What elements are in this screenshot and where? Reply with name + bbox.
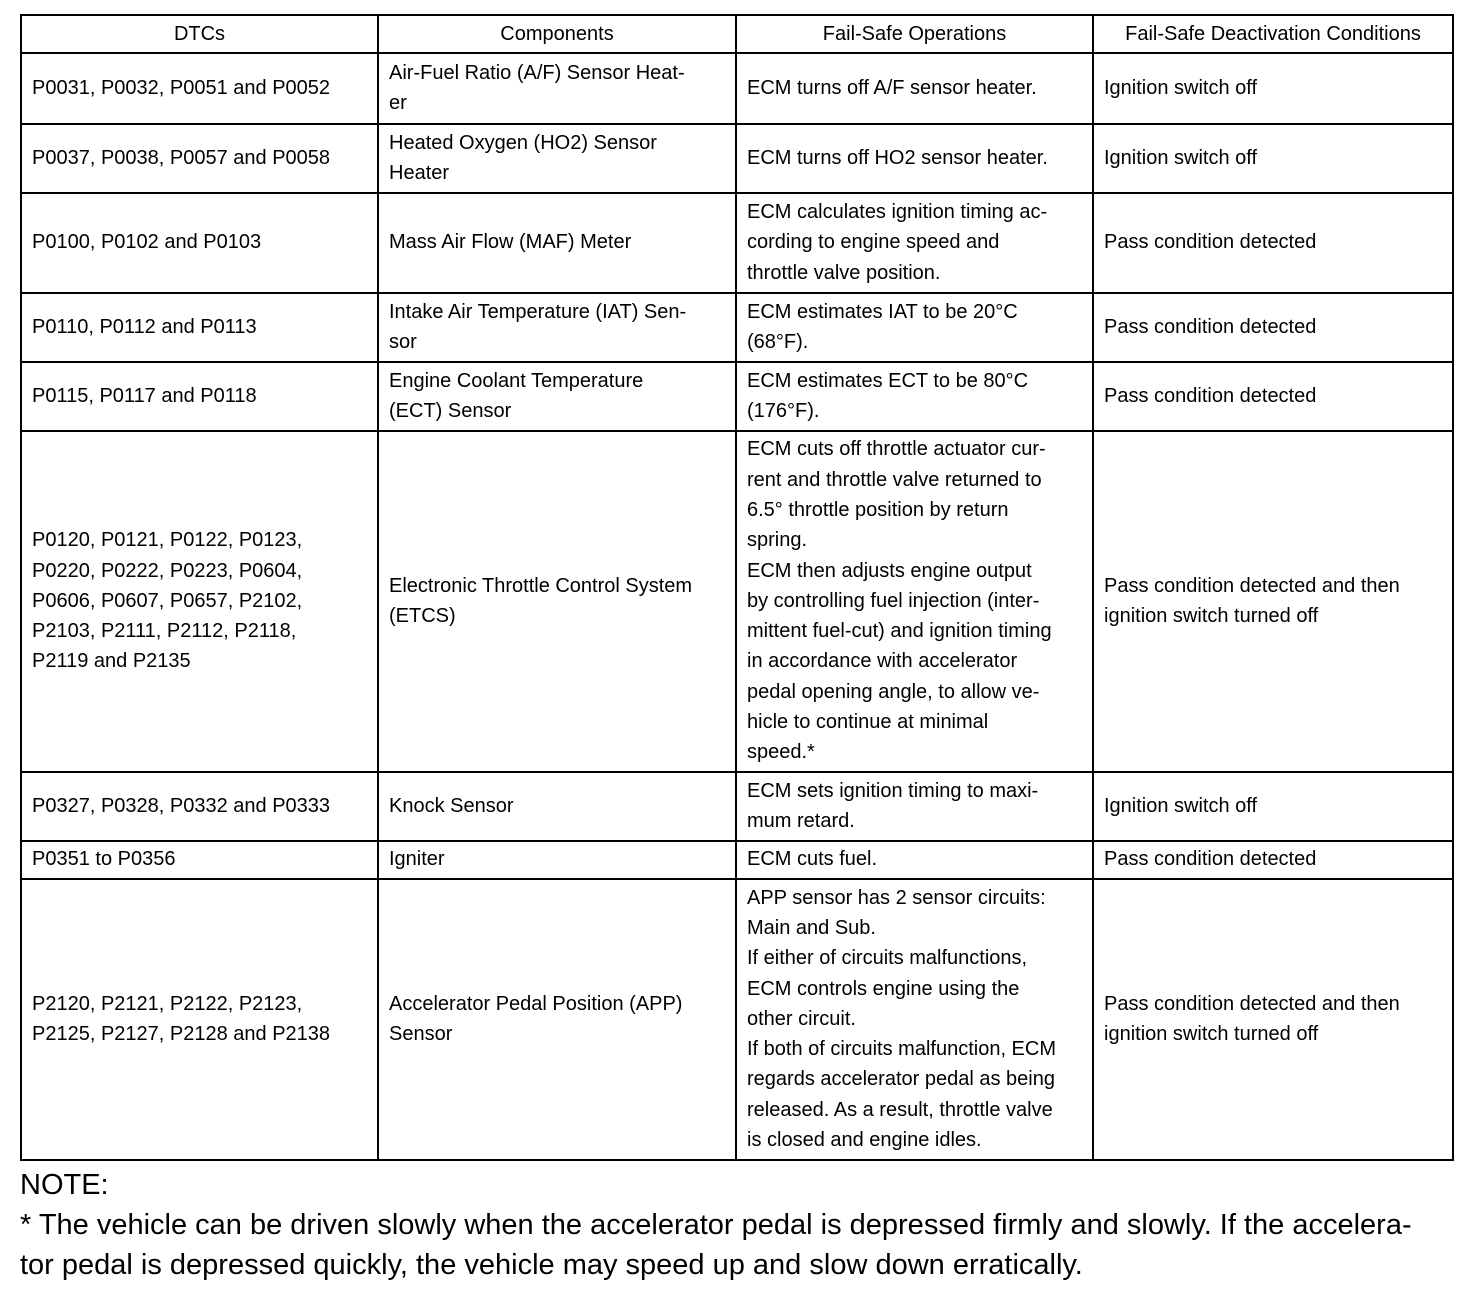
- cell-text-line: Pass condition detected: [1104, 848, 1317, 871]
- cell-text-line: Pass condition detected and then: [1104, 992, 1400, 1015]
- cell-text-line: Intake Air Temperature (IAT) Sen-: [389, 300, 687, 323]
- dtc-cell: [21, 772, 378, 841]
- cell-text-line: ignition switch turned off: [1104, 1023, 1319, 1045]
- fail-safe-operation-cell: [736, 431, 1093, 772]
- component-cell: [378, 431, 736, 772]
- fail-safe-operation-cell: [736, 53, 1093, 124]
- cell-text-line: (ETCS): [389, 605, 456, 627]
- table-header-row: [21, 15, 1453, 53]
- header-fail-safe-operations: Fail-Safe Operations: [736, 15, 1093, 53]
- cell-text-line: P0100, P0102 and P0103: [32, 231, 262, 254]
- deactivation-condition-cell: [1093, 193, 1453, 293]
- cell-text-line: ECM sets ignition timing to maxi-: [747, 779, 1039, 802]
- component-cell: [378, 362, 736, 431]
- cell-text-line: Sensor: [389, 1023, 453, 1045]
- dtc-cell: [21, 879, 378, 1160]
- cell-text-line: ECM then adjusts engine output: [747, 559, 1032, 582]
- cell-text-line: regards accelerator pedal as being: [747, 1068, 1055, 1091]
- fail-safe-operation-cell: [736, 293, 1093, 362]
- note-section: [20, 1165, 1460, 1285]
- cell-text-line: by controlling fuel injection (inter-: [747, 589, 1040, 612]
- cell-text-line: ECM estimates IAT to be 20°C: [747, 300, 1018, 323]
- cell-text-line: (ECT) Sensor: [389, 400, 512, 422]
- component-cell: [378, 879, 736, 1160]
- fail-safe-operation-cell: [736, 879, 1093, 1160]
- deactivation-condition-cell: [1093, 772, 1453, 841]
- cell-text-line: (68°F).: [747, 331, 809, 353]
- cell-text-line: mittent fuel-cut) and ignition timing: [747, 620, 1052, 643]
- header-components: Components: [378, 15, 736, 53]
- note-heading: NOTE:: [20, 1169, 109, 1201]
- deactivation-condition-cell: [1093, 879, 1453, 1160]
- cell-text-line: P0037, P0038, P0057 and P0058: [32, 146, 331, 169]
- dtc-cell: [21, 124, 378, 193]
- table-row: [21, 293, 1453, 362]
- dtc-cell: [21, 841, 378, 879]
- header-dtcs: DTCs: [21, 15, 378, 53]
- fail-safe-operation-cell: [736, 362, 1093, 431]
- deactivation-condition-cell: [1093, 431, 1453, 772]
- cell-text-line: P0031, P0032, P0051 and P0052: [32, 76, 331, 99]
- dtc-cell: [21, 193, 378, 293]
- cell-text-line: If either of circuits malfunctions,: [747, 947, 1028, 970]
- cell-text-line: Knock Sensor: [389, 794, 514, 817]
- cell-text-line: Electronic Throttle Control System: [389, 574, 693, 597]
- cell-text-line: other circuit.: [747, 1007, 856, 1030]
- cell-text-line: 6.5° throttle position by return: [747, 498, 1009, 521]
- table-row: [21, 772, 1453, 841]
- cell-text-line: is closed and engine idles.: [747, 1129, 982, 1152]
- cell-text-line: P0606, P0607, P0657, P2102,: [32, 589, 303, 612]
- cell-text-line: APP sensor has 2 sensor circuits:: [747, 886, 1046, 909]
- table-row: [21, 841, 1453, 879]
- table-row: [21, 879, 1453, 1160]
- fail-safe-table: [20, 14, 1454, 1161]
- deactivation-condition-cell: [1093, 293, 1453, 362]
- dtc-cell: [21, 293, 378, 362]
- deactivation-condition-cell: [1093, 124, 1453, 193]
- cell-text-line: ECM turns off HO2 sensor heater.: [747, 146, 1048, 169]
- cell-text-line: (176°F).: [747, 400, 820, 422]
- table-row: [21, 53, 1453, 124]
- cell-text-line: Pass condition detected: [1104, 231, 1317, 254]
- cell-text-line: ignition switch turned off: [1104, 605, 1319, 627]
- cell-text-line: P0220, P0222, P0223, P0604,: [32, 559, 303, 582]
- cell-text-line: released. As a result, throttle valve: [747, 1098, 1053, 1121]
- cell-text-line: sor: [389, 331, 417, 353]
- table-row: [21, 431, 1453, 772]
- fail-safe-operation-cell: [736, 841, 1093, 879]
- cell-text-line: Pass condition detected and then: [1104, 574, 1400, 597]
- cell-text-line: speed.*: [747, 741, 815, 764]
- cell-text-line: P2125, P2127, P2128 and P2138: [32, 1023, 331, 1045]
- cell-text-line: Accelerator Pedal Position (APP): [389, 992, 683, 1015]
- cell-text-line: ECM cuts off throttle actuator cur-: [747, 438, 1046, 461]
- cell-text-line: ECM estimates ECT to be 80°C: [747, 369, 1029, 392]
- cell-text-line: throttle valve position.: [747, 261, 941, 284]
- cell-text-line: in accordance with accelerator: [747, 650, 1018, 673]
- component-cell: [378, 772, 736, 841]
- cell-text-line: ECM cuts fuel.: [747, 848, 878, 871]
- cell-text-line: P0327, P0328, P0332 and P0333: [32, 794, 331, 817]
- fail-safe-operation-cell: [736, 124, 1093, 193]
- dtc-cell: [21, 362, 378, 431]
- note-line-2: tor pedal is depressed quickly, the vehicle may speed up and slow down erratically.: [20, 1249, 1083, 1281]
- cell-text-line: rent and throttle valve returned to: [747, 468, 1042, 491]
- cell-text-line: If both of circuits malfunction, ECM: [747, 1038, 1057, 1061]
- cell-text-line: ECM turns off A/F sensor heater.: [747, 76, 1037, 99]
- cell-text-line: Pass condition detected: [1104, 315, 1317, 338]
- cell-text-line: Ignition switch off: [1104, 794, 1258, 817]
- cell-text-line: Heater: [389, 162, 450, 184]
- table-row: [21, 193, 1453, 293]
- cell-text-line: Air-Fuel Ratio (A/F) Sensor Heat-: [389, 61, 685, 84]
- component-cell: [378, 193, 736, 293]
- cell-text-line: P2119 and P2135: [32, 650, 191, 673]
- deactivation-condition-cell: [1093, 362, 1453, 431]
- table-body: [21, 53, 1453, 1160]
- table-row: [21, 362, 1453, 431]
- deactivation-condition-cell: [1093, 53, 1453, 124]
- cell-text-line: P2103, P2111, P2112, P2118,: [32, 620, 297, 643]
- cell-text-line: Heated Oxygen (HO2) Sensor: [389, 131, 657, 154]
- cell-text-line: ECM calculates ignition timing ac-: [747, 201, 1048, 224]
- cell-text-line: cording to engine speed and: [747, 231, 1000, 254]
- component-cell: [378, 124, 736, 193]
- cell-text-line: P2120, P2121, P2122, P2123,: [32, 992, 303, 1015]
- table-row: [21, 124, 1453, 193]
- cell-text-line: Ignition switch off: [1104, 146, 1258, 169]
- cell-text-line: ECM controls engine using the: [747, 977, 1020, 1000]
- cell-text-line: er: [389, 92, 407, 114]
- note-line-1: * The vehicle can be driven slowly when the accelerator pedal is depressed firmly and slowly. If the accelera-: [20, 1209, 1412, 1241]
- deactivation-condition-cell: [1093, 841, 1453, 879]
- cell-text-line: spring.: [747, 529, 808, 552]
- cell-text-line: Main and Sub.: [747, 916, 876, 939]
- cell-text-line: pedal opening angle, to allow ve-: [747, 680, 1040, 703]
- cell-text-line: mum retard.: [747, 810, 855, 832]
- cell-text-line: P0115, P0117 and P0118: [32, 384, 257, 407]
- cell-text-line: Pass condition detected: [1104, 384, 1317, 407]
- dtc-cell: [21, 53, 378, 124]
- cell-text-line: P0120, P0121, P0122, P0123,: [32, 529, 303, 552]
- cell-text-line: P0110, P0112 and P0113: [32, 315, 257, 338]
- component-cell: [378, 841, 736, 879]
- dtc-cell: [21, 431, 378, 772]
- cell-text-line: Igniter: [389, 848, 445, 871]
- cell-text-line: P0351 to P0356: [32, 848, 176, 871]
- cell-text-line: hicle to continue at minimal: [747, 711, 989, 734]
- cell-text-line: Engine Coolant Temperature: [389, 369, 644, 392]
- component-cell: [378, 53, 736, 124]
- component-cell: [378, 293, 736, 362]
- fail-safe-operation-cell: [736, 193, 1093, 293]
- cell-text-line: Mass Air Flow (MAF) Meter: [389, 231, 632, 254]
- cell-text-line: Ignition switch off: [1104, 76, 1258, 99]
- header-fail-safe-deactivation-conditions: Fail-Safe Deactivation Conditions: [1093, 15, 1453, 53]
- fail-safe-operation-cell: [736, 772, 1093, 841]
